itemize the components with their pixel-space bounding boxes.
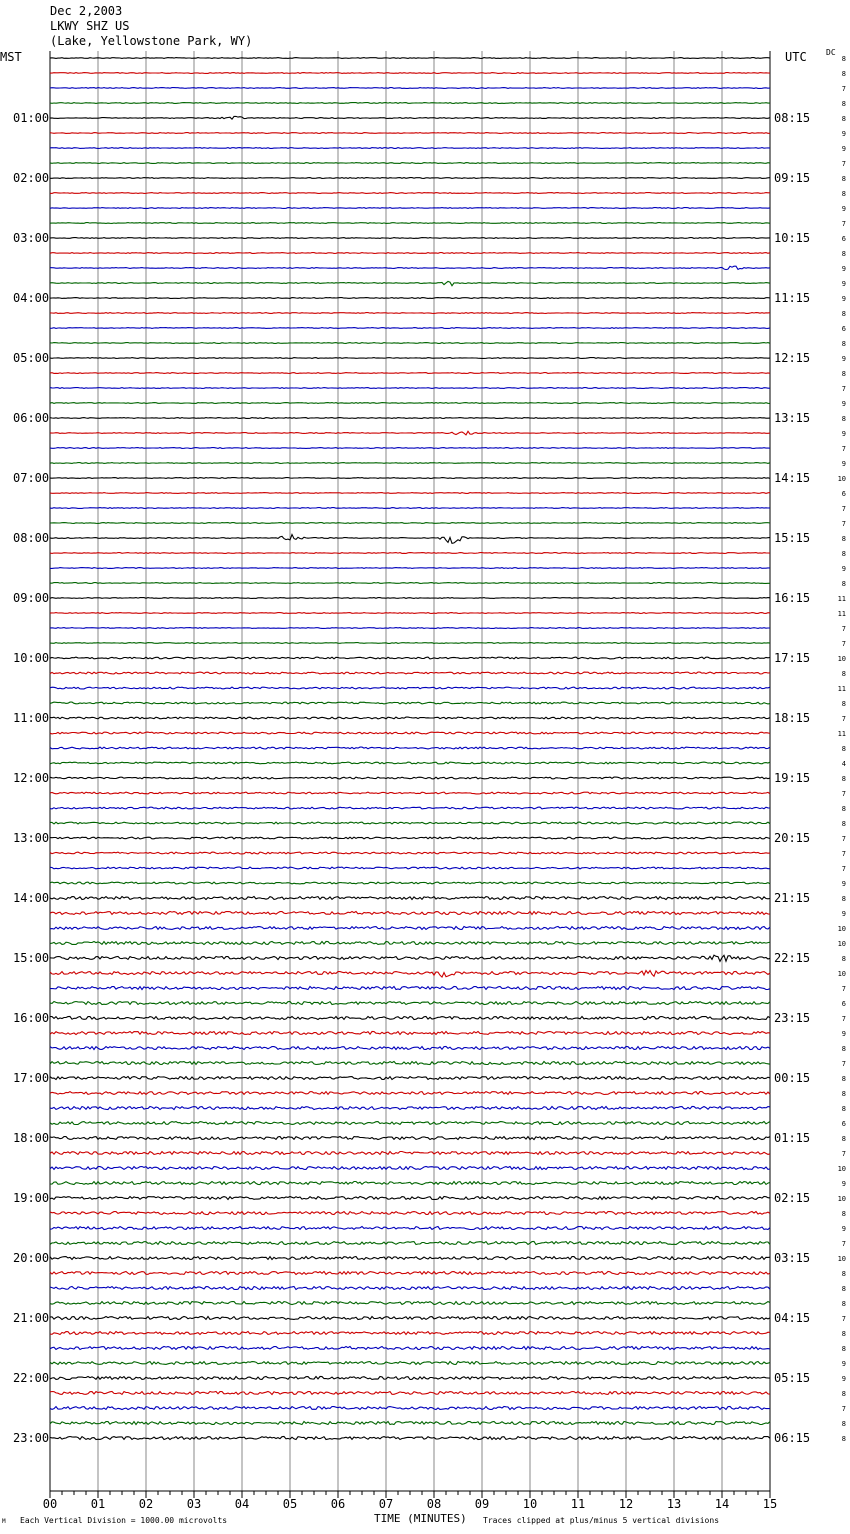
dc-offset-label: 8: [841, 70, 846, 78]
trace-0: [50, 58, 770, 59]
right-hour-label: 09:15: [774, 171, 811, 185]
x-tick-label: 03: [186, 1497, 202, 1511]
dc-offset-label: 7: [841, 1405, 846, 1413]
dc-offset-label: 7: [841, 790, 846, 798]
dc-offset-label: 8: [841, 745, 846, 753]
trace-14: [50, 266, 770, 269]
trace-46: [50, 747, 770, 749]
trace-1: [50, 73, 770, 74]
trace-80: [50, 1257, 770, 1260]
trace-83: [50, 1302, 770, 1305]
dc-offset-label: 9: [841, 205, 846, 213]
dc-offset-label: 11: [837, 610, 846, 618]
trace-54: [50, 867, 770, 869]
dc-offset-label: 7: [841, 445, 846, 453]
trace-11: [50, 223, 770, 224]
dc-offset-label: 7: [841, 1315, 846, 1323]
trace-63: [50, 1002, 770, 1005]
dc-offset-label: 10: [837, 925, 846, 933]
left-hour-label: 02:00: [13, 171, 50, 185]
dc-offset-label: 6: [841, 325, 846, 333]
left-hour-label: 08:00: [13, 531, 50, 545]
dc-offset-label: 11: [837, 730, 846, 738]
left-hour-label: 11:00: [13, 711, 50, 725]
right-hour-label: 12:15: [774, 351, 811, 365]
x-tick-label: 11: [570, 1497, 586, 1511]
dc-offset-label: 4: [841, 760, 846, 768]
trace-6: [50, 148, 770, 149]
station-code: LKWY SHZ US: [50, 19, 130, 33]
trace-48: [50, 777, 770, 779]
x-axis-title: TIME (MINUTES): [374, 1512, 467, 1525]
trace-59: [50, 942, 770, 945]
dc-offset-label: 8: [841, 1090, 846, 1098]
trace-18: [50, 328, 770, 329]
trace-79: [50, 1242, 770, 1245]
dc-offset-label: 7: [841, 1150, 846, 1158]
trace-39: [50, 643, 770, 644]
dc-offset-label: 8: [841, 1390, 846, 1398]
trace-62: [50, 987, 770, 990]
dc-offset-label: 7: [841, 1060, 846, 1068]
trace-56: [50, 897, 770, 900]
dc-offset-label: 9: [841, 1375, 846, 1383]
dc-offset-label: 9: [841, 145, 846, 153]
dc-offset-label: 9: [841, 1180, 846, 1188]
right-hour-label: 11:15: [774, 291, 811, 305]
dc-offset-label: 8: [841, 1285, 846, 1293]
dc-offset-label: 8: [841, 340, 846, 348]
trace-45: [50, 732, 770, 734]
trace-15: [50, 281, 770, 285]
left-hour-label: 09:00: [13, 591, 50, 605]
dc-offset-label: 10: [837, 655, 846, 663]
trace-22: [50, 388, 770, 389]
trace-57: [50, 912, 770, 915]
right-timezone-label: UTC: [785, 50, 807, 64]
dc-offset-label: 7: [841, 85, 846, 93]
trace-38: [50, 628, 770, 629]
x-tick-label: 13: [666, 1497, 682, 1511]
dc-offset-label: 8: [841, 100, 846, 108]
dc-offset-label: 8: [841, 1210, 846, 1218]
trace-20: [50, 358, 770, 359]
trace-67: [50, 1062, 770, 1065]
chart-title-date: Dec 2,2003: [50, 4, 123, 18]
dc-offset-label: 7: [841, 160, 846, 168]
trace-53: [50, 852, 770, 854]
trace-73: [50, 1152, 770, 1155]
dc-offset-label: 8: [841, 1270, 846, 1278]
trace-4: [50, 116, 770, 119]
dc-offset-label: 8: [841, 250, 846, 258]
trace-24: [50, 418, 770, 419]
dc-offset-label: 9: [841, 295, 846, 303]
time-grid: [50, 51, 770, 1491]
dc-offset-label: 7: [841, 625, 846, 633]
x-tick-label: 06: [330, 1497, 346, 1511]
dc-offset-label: 9: [841, 1225, 846, 1233]
dc-offset-label: 6: [841, 235, 846, 243]
trace-82: [50, 1287, 770, 1290]
x-tick-label: 07: [378, 1497, 394, 1511]
trace-75: [50, 1182, 770, 1185]
trace-70: [50, 1107, 770, 1110]
dc-offset-label: 10: [837, 970, 846, 978]
right-hour-label: 15:15: [774, 531, 811, 545]
trace-47: [50, 762, 770, 764]
left-hour-label: 05:00: [13, 351, 50, 365]
trace-50: [50, 807, 770, 809]
trace-16: [50, 298, 770, 299]
trace-81: [50, 1272, 770, 1275]
left-hour-label: 13:00: [13, 831, 50, 845]
trace-51: [50, 822, 770, 824]
dc-offset-label: 8: [841, 1435, 846, 1443]
dc-offset-label: 9: [841, 1360, 846, 1368]
dc-offset-label: 8: [841, 310, 846, 318]
dc-offset-label: 9: [841, 880, 846, 888]
dc-offset-label: 8: [841, 820, 846, 828]
trace-69: [50, 1092, 770, 1095]
trace-8: [50, 178, 770, 179]
right-hour-label: 17:15: [774, 651, 811, 665]
dc-offset-label: 8: [841, 1075, 846, 1083]
left-hour-labels: [13, 111, 49, 1445]
right-hour-label: 16:15: [774, 591, 811, 605]
trace-68: [50, 1077, 770, 1080]
trace-71: [50, 1122, 770, 1125]
dc-offset-label: 7: [841, 835, 846, 843]
trace-23: [50, 403, 770, 404]
dc-offset-label: 9: [841, 355, 846, 363]
trace-77: [50, 1212, 770, 1215]
right-hour-label: 18:15: [774, 711, 811, 725]
x-tick-label: 09: [474, 1497, 490, 1511]
x-tick-label: 01: [90, 1497, 106, 1511]
trace-34: [50, 568, 770, 569]
trace-37: [50, 613, 770, 614]
x-tick-label: 02: [138, 1497, 154, 1511]
dc-offset-label: 7: [841, 520, 846, 528]
trace-84: [50, 1317, 770, 1320]
trace-5: [50, 133, 770, 134]
left-hour-label: 10:00: [13, 651, 50, 665]
dc-offset-label: 8: [841, 415, 846, 423]
dc-offset-label: 10: [837, 1255, 846, 1263]
scale-note: Each Vertical Division = 1000.00 microvolts: [20, 1516, 228, 1525]
right-hour-label: 04:15: [774, 1311, 811, 1325]
trace-35: [50, 583, 770, 584]
right-hour-label: 01:15: [774, 1131, 811, 1145]
trace-74: [50, 1167, 770, 1170]
dc-offset-label: 8: [841, 1300, 846, 1308]
dc-offset-label: 8: [841, 1420, 846, 1428]
station-location: (Lake, Yellowstone Park, WY): [50, 34, 253, 48]
right-hour-label: 06:15: [774, 1431, 811, 1445]
dc-offset-label: 8: [841, 115, 846, 123]
dc-offset-label: 10: [837, 475, 846, 483]
right-hour-labels: [774, 111, 810, 1445]
right-hour-label: 21:15: [774, 891, 811, 905]
dc-offset-label: 6: [841, 490, 846, 498]
dc-offset-label: 8: [841, 535, 846, 543]
trace-19: [50, 343, 770, 344]
left-hour-label: 06:00: [13, 411, 50, 425]
left-hour-label: 12:00: [13, 771, 50, 785]
x-tick-label: 14: [714, 1497, 730, 1511]
trace-33: [50, 553, 770, 554]
trace-43: [50, 702, 770, 704]
trace-91: [50, 1422, 770, 1425]
dc-offset-label: 8: [841, 775, 846, 783]
dc-offset-label: 8: [841, 670, 846, 678]
trace-52: [50, 837, 770, 839]
left-hour-label: 22:00: [13, 1371, 50, 1385]
right-hour-label: 20:15: [774, 831, 811, 845]
trace-31: [50, 523, 770, 524]
trace-21: [50, 373, 770, 374]
trace-49: [50, 792, 770, 794]
dc-offset-label: 9: [841, 400, 846, 408]
trace-3: [50, 103, 770, 104]
dc-offset-label: 7: [841, 640, 846, 648]
right-hour-label: 22:15: [774, 951, 811, 965]
trace-60: [50, 955, 770, 961]
dc-offset-header: DC: [826, 48, 836, 57]
dc-offset-label: 8: [841, 700, 846, 708]
trace-40: [50, 657, 770, 659]
right-hour-label: 13:15: [774, 411, 811, 425]
dc-offset-label: 8: [841, 190, 846, 198]
trace-76: [50, 1197, 770, 1200]
x-tick-label: 08: [426, 1497, 442, 1511]
left-hour-label: 14:00: [13, 891, 50, 905]
dc-offset-label: 9: [841, 1030, 846, 1038]
left-hour-label: 03:00: [13, 231, 50, 245]
trace-12: [50, 238, 770, 239]
dc-offset-label: 10: [837, 940, 846, 948]
trace-17: [50, 313, 770, 314]
dc-offset-label: 8: [841, 1045, 846, 1053]
x-tick-label: 00: [42, 1497, 58, 1511]
dc-offset-label: 6: [841, 1120, 846, 1128]
left-hour-label: 20:00: [13, 1251, 50, 1265]
trace-27: [50, 463, 770, 464]
trace-89: [50, 1392, 770, 1395]
x-tick-label: 12: [618, 1497, 634, 1511]
left-timezone-label: MST: [0, 50, 22, 64]
dc-offset-label: 8: [841, 175, 846, 183]
trace-86: [50, 1347, 770, 1350]
trace-64: [50, 1017, 770, 1020]
dc-offset-label: 10: [837, 1165, 846, 1173]
trace-65: [50, 1032, 770, 1035]
clip-note: Traces clipped at plus/minus 5 vertical divisions: [483, 1516, 720, 1525]
trace-61: [50, 971, 770, 978]
trace-10: [50, 208, 770, 209]
trace-44: [50, 717, 770, 719]
dc-offset-label: 8: [841, 550, 846, 558]
dc-offset-label: 8: [841, 805, 846, 813]
dc-offset-label: 9: [841, 265, 846, 273]
left-hour-label: 15:00: [13, 951, 50, 965]
left-hour-label: 01:00: [13, 111, 50, 125]
trace-9: [50, 193, 770, 194]
seismic-traces: [50, 58, 770, 1440]
dc-offset-labels: [838, 55, 846, 1443]
right-hour-label: 08:15: [774, 111, 811, 125]
trace-85: [50, 1332, 770, 1335]
right-hour-label: 03:15: [774, 1251, 811, 1265]
dc-offset-label: 7: [841, 1015, 846, 1023]
left-hour-label: 07:00: [13, 471, 50, 485]
x-tick-label: 04: [234, 1497, 250, 1511]
dc-offset-label: 9: [841, 430, 846, 438]
corner-mark: M: [2, 1518, 6, 1525]
right-hour-label: 14:15: [774, 471, 811, 485]
x-tick-label: 05: [282, 1497, 298, 1511]
dc-offset-label: 8: [841, 895, 846, 903]
trace-90: [50, 1407, 770, 1410]
left-hour-label: 16:00: [13, 1011, 50, 1025]
left-hour-label: 17:00: [13, 1071, 50, 1085]
trace-30: [50, 508, 770, 509]
left-hour-label: 21:00: [13, 1311, 50, 1325]
dc-offset-label: 9: [841, 460, 846, 468]
dc-offset-label: 8: [841, 1135, 846, 1143]
dc-offset-label: 10: [837, 1195, 846, 1203]
left-hour-label: 04:00: [13, 291, 50, 305]
dc-offset-label: 9: [841, 280, 846, 288]
trace-92: [50, 1437, 770, 1440]
trace-28: [50, 478, 770, 479]
right-hour-label: 00:15: [774, 1071, 811, 1085]
dc-offset-label: 7: [841, 505, 846, 513]
right-hour-label: 05:15: [774, 1371, 811, 1385]
dc-offset-label: 8: [841, 1105, 846, 1113]
dc-offset-label: 8: [841, 1330, 846, 1338]
dc-offset-label: 8: [841, 1345, 846, 1353]
x-tick-label: 10: [522, 1497, 538, 1511]
right-hour-label: 23:15: [774, 1011, 811, 1025]
dc-offset-label: 8: [841, 580, 846, 588]
trace-88: [50, 1377, 770, 1380]
x-tick-label: 15: [762, 1497, 778, 1511]
left-hour-label: 19:00: [13, 1191, 50, 1205]
trace-2: [50, 88, 770, 89]
dc-offset-label: 11: [837, 685, 846, 693]
dc-offset-label: 7: [841, 715, 846, 723]
dc-offset-label: 7: [841, 220, 846, 228]
dc-offset-label: 6: [841, 1000, 846, 1008]
dc-offset-label: 8: [841, 370, 846, 378]
dc-offset-label: 7: [841, 985, 846, 993]
dc-offset-label: 7: [841, 865, 846, 873]
right-hour-label: 10:15: [774, 231, 811, 245]
dc-offset-label: 9: [841, 910, 846, 918]
left-hour-label: 23:00: [13, 1431, 50, 1445]
trace-7: [50, 163, 770, 164]
trace-42: [50, 687, 770, 689]
right-hour-label: 02:15: [774, 1191, 811, 1205]
dc-offset-label: 11: [837, 595, 846, 603]
dc-offset-label: 9: [841, 130, 846, 138]
trace-66: [50, 1047, 770, 1050]
trace-78: [50, 1227, 770, 1230]
trace-32: [50, 535, 770, 544]
trace-29: [50, 493, 770, 494]
dc-offset-label: 8: [841, 955, 846, 963]
trace-72: [50, 1137, 770, 1140]
trace-25: [50, 431, 770, 435]
x-axis: [43, 1491, 777, 1511]
trace-13: [50, 253, 770, 254]
trace-26: [50, 448, 770, 449]
dc-offset-label: 7: [841, 385, 846, 393]
trace-87: [50, 1362, 770, 1365]
trace-41: [50, 672, 770, 674]
dc-offset-label: 9: [841, 565, 846, 573]
dc-offset-label: 8: [841, 55, 846, 63]
dc-offset-label: 7: [841, 850, 846, 858]
trace-36: [50, 598, 770, 599]
trace-58: [50, 927, 770, 930]
left-hour-label: 18:00: [13, 1131, 50, 1145]
dc-offset-label: 7: [841, 1240, 846, 1248]
trace-55: [50, 882, 770, 884]
right-hour-label: 19:15: [774, 771, 811, 785]
